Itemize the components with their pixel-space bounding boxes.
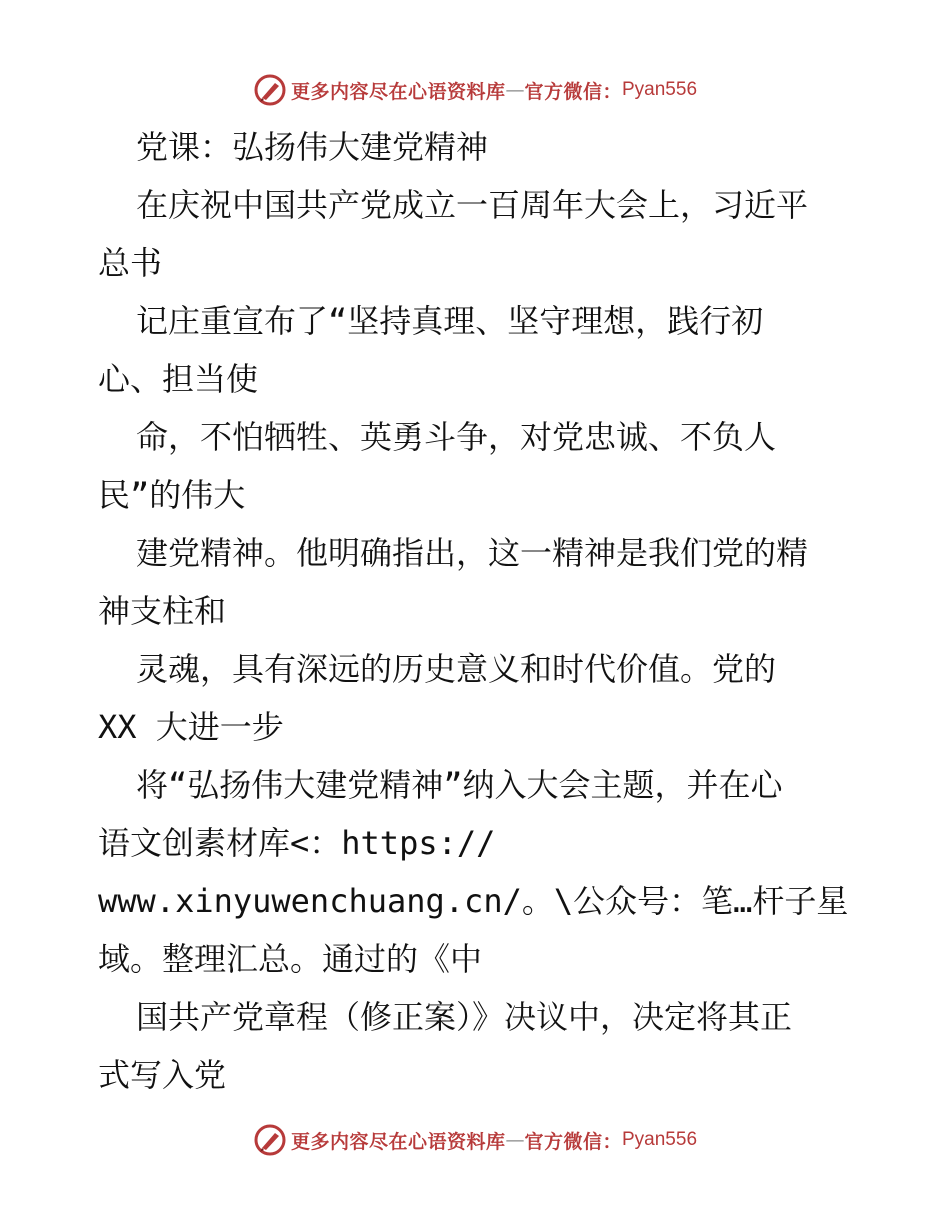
document-line: 心、担当使 xyxy=(98,360,259,398)
document-line: 域。整理汇总。通过的《中 xyxy=(98,940,483,978)
document-title: 党课：弘扬伟大建党精神 xyxy=(136,128,489,166)
document-line: 建党精神。他明确指出，这一精神是我们党的精 xyxy=(136,534,809,572)
document-line: XX 大进一步 xyxy=(98,708,284,746)
document-line: 命，不怕牺牲、英勇斗争，对党忠诚、不负人 xyxy=(136,418,777,456)
document-line: 灵魂，具有深远的历史意义和时代价值。党的 xyxy=(136,650,777,688)
footer-brand-text: 更多内容尽在心语资料库 xyxy=(290,1130,506,1153)
header-separator: — xyxy=(505,79,525,101)
footer-separator: — xyxy=(505,1129,525,1151)
header-contact-text: 官方微信： xyxy=(524,80,622,103)
document-paragraphs xyxy=(98,176,858,1104)
document-line: 民”的伟大 xyxy=(98,476,246,514)
document-line: 式写入党 xyxy=(98,1056,227,1094)
document-line: www.xinyuwenchuang.cn/。\公众号：笔…杆子星 xyxy=(98,882,849,920)
document-line: 将“弘扬伟大建党精神”纳入大会主题，并在心 xyxy=(136,766,783,804)
document-line: 在庆祝中国共产党成立一百周年大会上，习近平 xyxy=(136,186,809,224)
header-banner xyxy=(0,70,950,110)
pen-logo-icon xyxy=(253,73,287,107)
header-contact-id: Pyan556 xyxy=(622,79,698,100)
footer-banner xyxy=(0,1120,950,1160)
document-line: 语文创素材库<：https:// xyxy=(98,824,496,862)
document-body xyxy=(98,118,858,1104)
pen-logo-icon xyxy=(253,1123,287,1157)
footer-contact-text: 官方微信： xyxy=(524,1130,622,1153)
document-line: 总书 xyxy=(98,244,163,282)
document-line: 神支柱和 xyxy=(98,592,227,630)
footer-contact-id: Pyan556 xyxy=(622,1129,698,1150)
document-line: 记庄重宣布了“坚持真理、坚守理想，践行初 xyxy=(136,302,764,340)
header-brand-text: 更多内容尽在心语资料库 xyxy=(290,80,506,103)
document-line: 国共产党章程（修正案）》决议中，决定将其正 xyxy=(136,998,793,1036)
